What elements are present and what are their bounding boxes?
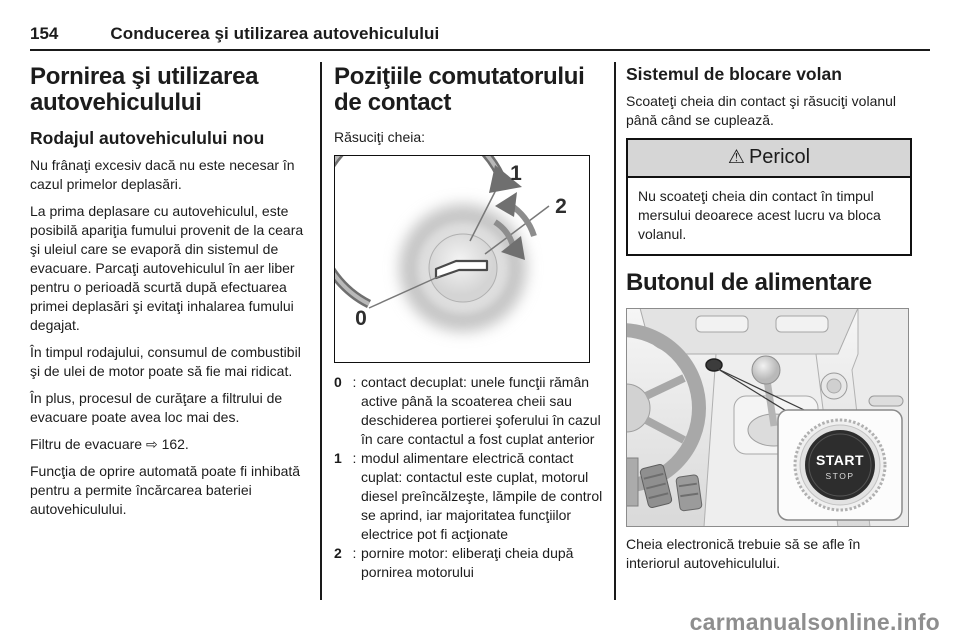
- key-position-row: [334, 449, 604, 544]
- column-divider: [320, 62, 322, 600]
- watermark: carmanualsonline.info: [689, 609, 940, 635]
- ignition-switch-illustration: [335, 156, 589, 362]
- section-title: Poziţiile comutatorului de contact: [334, 63, 585, 116]
- page-number: 154: [30, 24, 59, 43]
- cross-reference: Filtru de evacuare ⇨ 162.: [30, 436, 189, 452]
- position-separator: :: [352, 374, 357, 390]
- subsection-title: Sistemul de blocare volan: [626, 64, 842, 84]
- warning-triangle-icon: ⚠: [727, 147, 745, 168]
- position-number: 2: [334, 545, 342, 561]
- column-right: [626, 60, 912, 600]
- paragraph: Nu frânaţi excesiv dacă nu este necesar în cazul primelor deplasări.: [30, 157, 295, 192]
- ignition-knob: [399, 204, 527, 332]
- position-number: 0: [334, 374, 342, 390]
- danger-box-header: [628, 140, 910, 178]
- paragraph: În timpul rodajului, consumul de combustibil şi de ulei de motor poate să fie mai ridicat.: [30, 344, 301, 379]
- paragraph: Scoateţi cheia din contact şi răsuciţi volanul până când se cuplează.: [626, 93, 897, 128]
- start-label: START: [815, 452, 865, 468]
- section-title: Pornirea şi utilizarea autovehiculului: [30, 63, 259, 116]
- stop-label: STOP: [825, 471, 855, 481]
- paragraph: Răsuciţi cheia:: [334, 129, 426, 145]
- section-title: Butonul de alimentare: [626, 269, 872, 296]
- paragraph: Funcţia de oprire automată poate fi inhibată pentru a permite încărcarea bateriei autovehiculului.: [30, 463, 301, 517]
- ignition-switch-figure: [334, 155, 590, 363]
- danger-title: Pericol: [748, 146, 811, 168]
- danger-box: [626, 138, 912, 256]
- start-stop-inset: [778, 410, 902, 520]
- position-separator: :: [352, 450, 357, 466]
- gear-knob: [752, 356, 780, 384]
- paragraph: La prima deplasare cu autovehiculul, este posibilă apariţia fumului provenit de la ceara şi uleiul care se evaporă din sistemul de evacuare. Parcaţi autovehiculul în aer liber pentru o perioadă scurtă după efectuarea primei deplasări şi evitaţi inhalarea fumului degajat.: [30, 203, 304, 333]
- column-left: [30, 60, 308, 600]
- position-label-1: 1: [510, 162, 522, 185]
- power-button-figure: [626, 308, 909, 527]
- key-position-row: [334, 544, 604, 582]
- column-divider: [614, 62, 616, 600]
- position-label-0: 0: [355, 307, 367, 330]
- interior-illustration: [626, 308, 909, 527]
- position-description: contact decuplat: unele funcţii rămân active până la scoaterea cheii sau deschiderea portierei şoferului în cazul în care contactul a fost cuplat anterior: [361, 374, 601, 447]
- danger-box-body: Nu scoateţi cheia din contact în timpul mersului deoarece acest lucru va bloca volanul.: [638, 188, 881, 242]
- content-columns: [30, 60, 930, 600]
- position-number: 1: [334, 450, 342, 466]
- key-position-row: [334, 373, 604, 449]
- paragraph: În plus, procesul de curăţare a filtrului de evacuare poate avea loc mai des.: [30, 390, 283, 425]
- column-center: [334, 60, 604, 600]
- position-description: modul alimentare electrică contact cuplat: contactul este cuplat, motorul diesel preîncălzeşte, lămpile de control se aprind, iar majoritatea funcţiilor electrice pot fi acţionate: [361, 450, 603, 542]
- position-label-2: 2: [555, 195, 567, 218]
- subsection-title: Rodajul autovehiculului nou: [30, 128, 265, 148]
- figure-caption: Cheia electronică trebuie să se afle în interiorul autovehiculului.: [626, 536, 861, 571]
- chapter-title: Conducerea şi utilizarea autovehiculului: [110, 24, 440, 43]
- page-header: [30, 24, 930, 51]
- position-separator: :: [352, 545, 357, 561]
- position-description: pornire motor: eliberaţi cheia după pornirea motorului: [361, 545, 574, 580]
